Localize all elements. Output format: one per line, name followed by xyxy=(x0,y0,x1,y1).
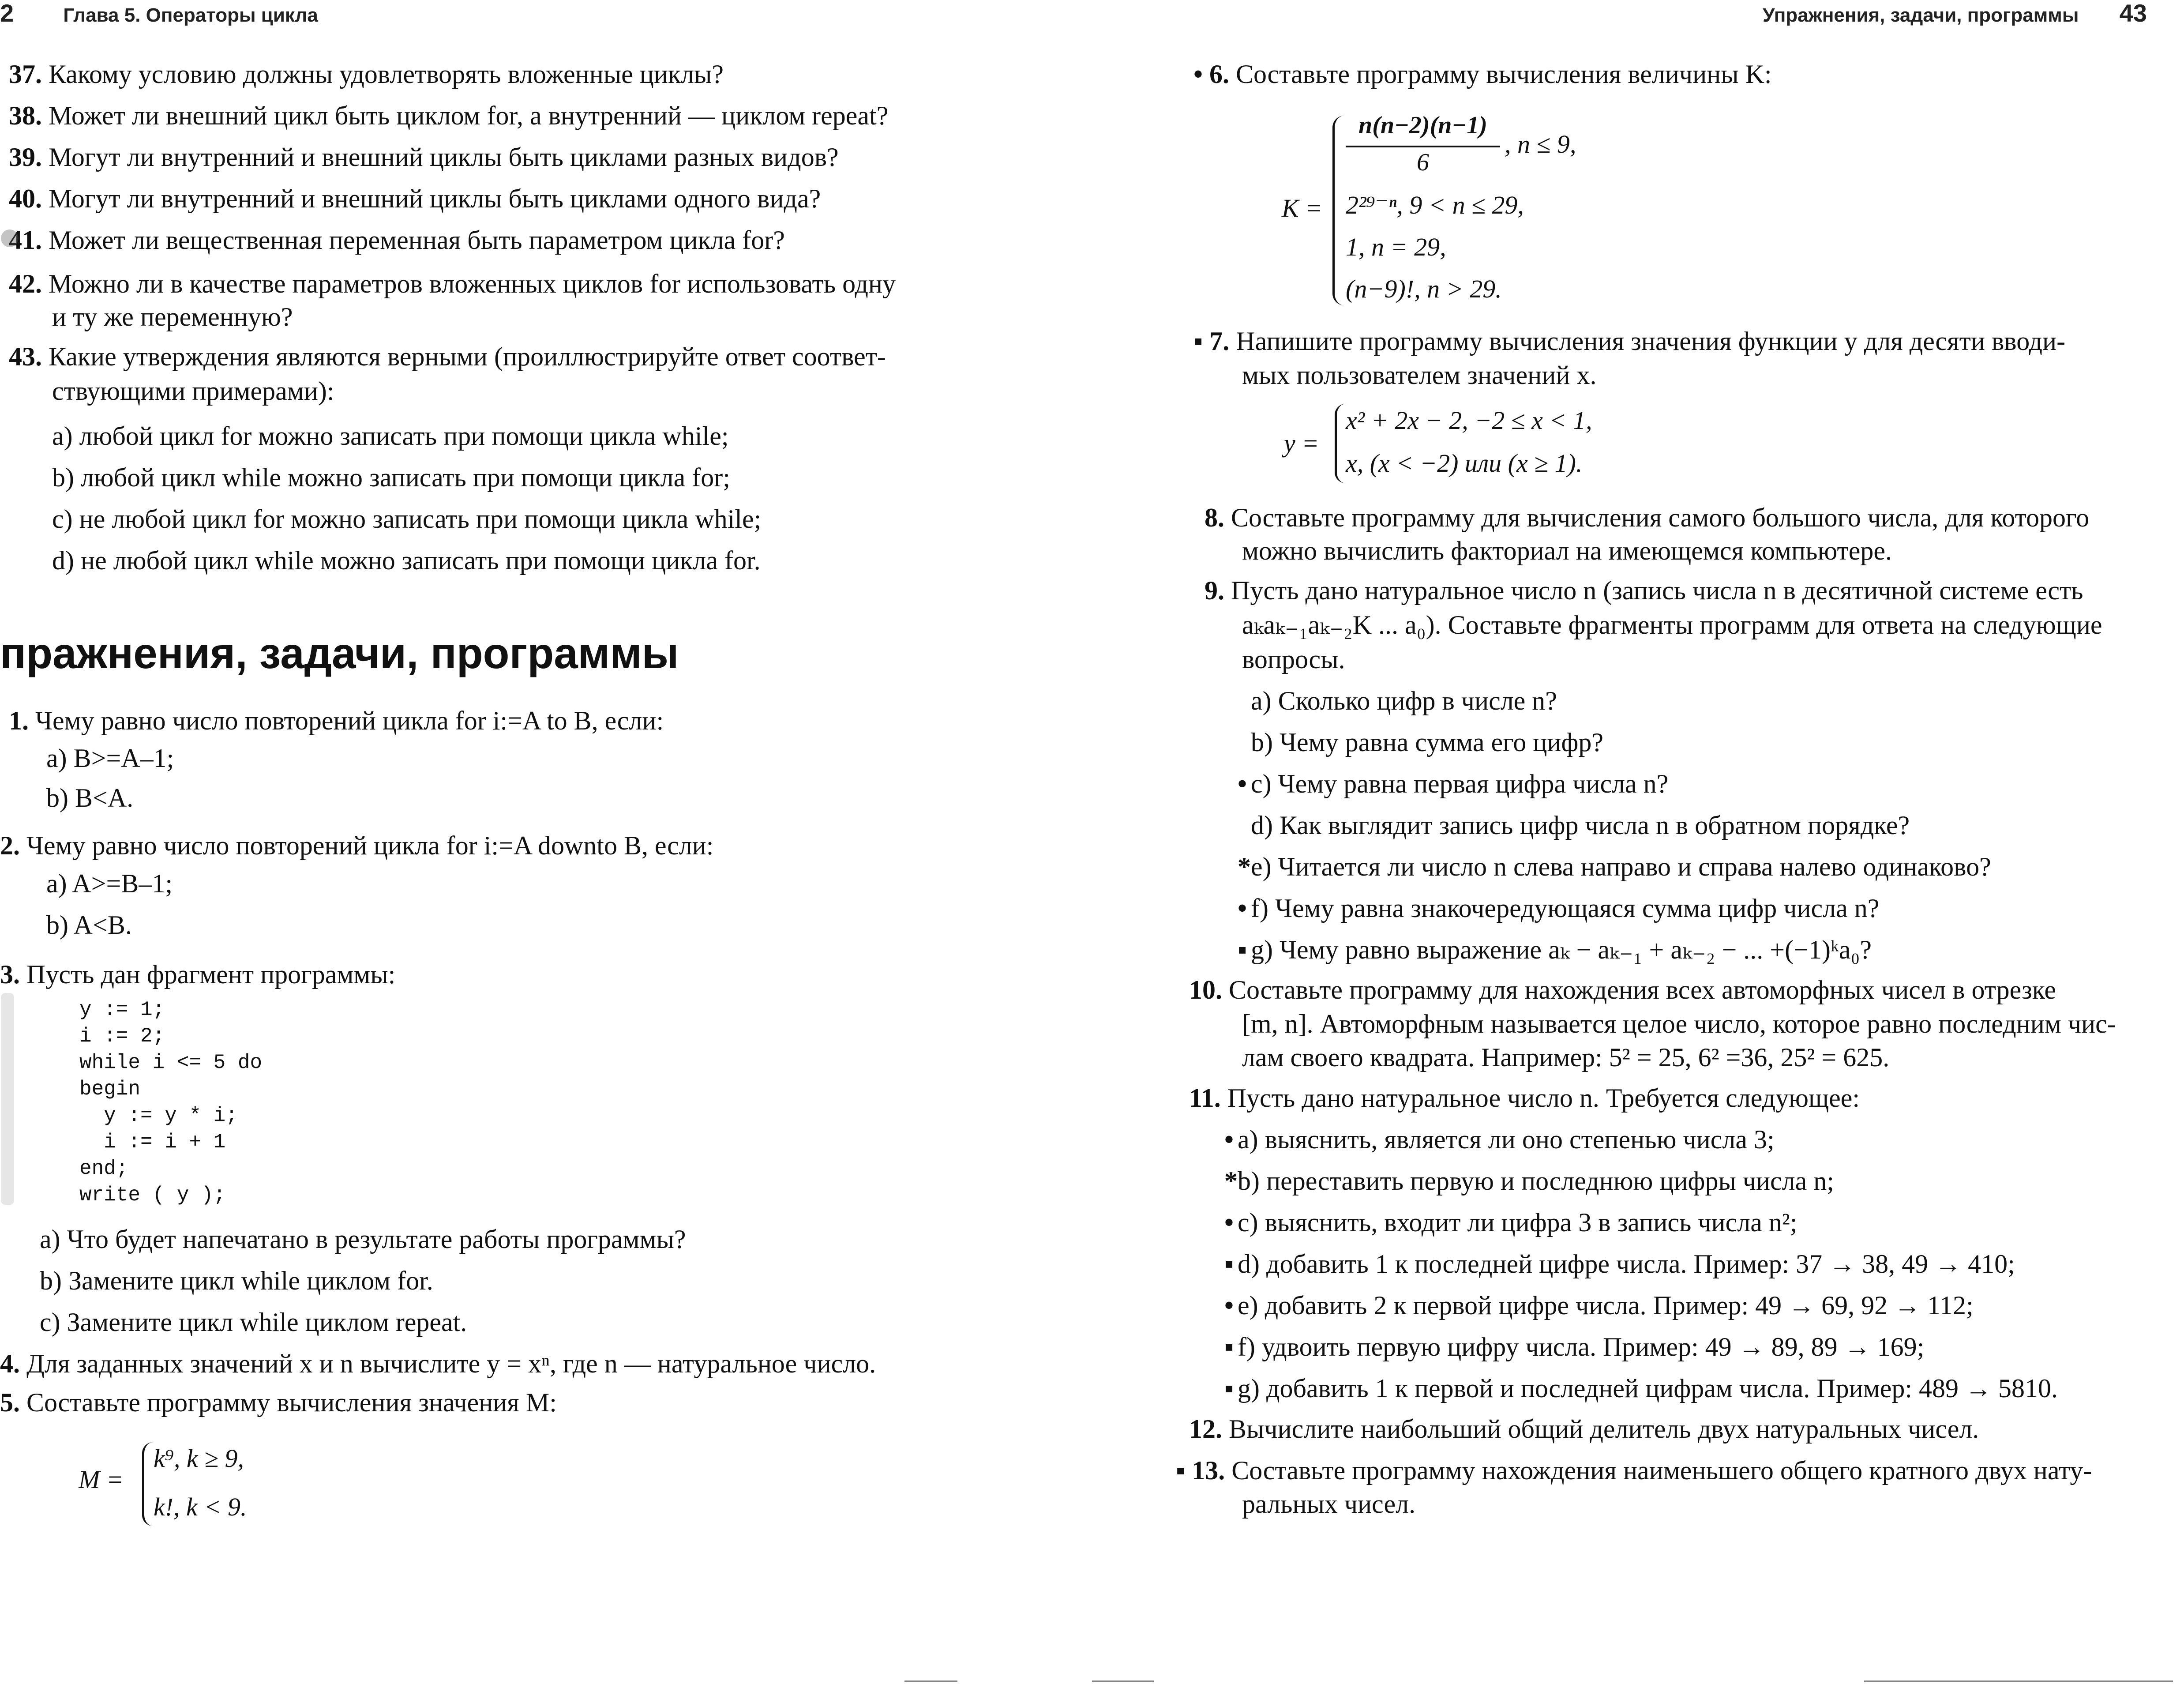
q43-option-d: d) не любой цикл while можно записать при помощи цикла for. xyxy=(52,546,761,575)
exercise-9-a: a) Сколько цифр в числе n? xyxy=(1251,686,1557,715)
exercise-1: 1. Чему равно число повторений цикла for i:=A to B, если: xyxy=(9,706,664,735)
exercise-2-a: a) A>=B–1; xyxy=(46,869,173,898)
exercise-9-b: b) Чему равна сумма его цифр? xyxy=(1251,728,1603,757)
left-running-head xyxy=(0,0,318,26)
formula-y-case-2: x, (x < −2) или (x ≥ 1). xyxy=(1346,449,1583,477)
exercise-13: ▪ 13. Составьте программу нахождения наименьшего общего кратного двух нату- xyxy=(1176,1456,2092,1485)
bottom-rule xyxy=(904,1680,957,1682)
exercise-9-cont-2: вопросы. xyxy=(1242,645,1345,674)
right-running-head xyxy=(1763,0,2147,26)
code-line-1: y := 1; xyxy=(79,998,165,1021)
formula-y-case-1: x² + 2x − 2, −2 ≤ x < 1, xyxy=(1346,406,1592,435)
bottom-rule xyxy=(1092,1680,1154,1682)
code-line-2: i := 2; xyxy=(79,1025,165,1048)
formula-m-case-2: k!, k < 9. xyxy=(154,1493,247,1521)
exercise-9-f: • f) Чему равна знакочередующаяся сумма цифр числа n? xyxy=(1238,894,1880,923)
question-40: 40. Могут ли внутренний и внешний циклы быть циклами одного вида? xyxy=(9,184,821,213)
question-42: 42. Можно ли в качестве параметров вложенных циклов for использовать одну xyxy=(9,269,896,298)
code-line-5: y := y * i; xyxy=(79,1104,238,1127)
formula-k-lhs: K = xyxy=(1282,194,1323,222)
formula-m-lhs: M = xyxy=(79,1465,124,1494)
question-43-cont: ствующими примерами): xyxy=(52,376,334,406)
formula-k-case-3: 1, n = 29, xyxy=(1346,233,1446,261)
exercise-2: 2. Чему равно число повторений цикла for i:=A downto B, если: xyxy=(0,831,714,860)
right-page-number: 43 xyxy=(2119,0,2147,27)
exercise-6: • 6. Составьте программу вычисления величины K: xyxy=(1193,60,1772,89)
formula-m-brace xyxy=(142,1442,153,1526)
formula-k-case-2: 2²⁹⁻ⁿ, 9 < n ≤ 29, xyxy=(1346,191,1524,219)
exercise-9: 9. Пусть дано натуральное число n (запись числа n в десятичной системе есть xyxy=(1205,576,2083,605)
left-page-number: 2 xyxy=(0,0,14,27)
formula-y-brace xyxy=(1335,404,1346,483)
exercise-1-b: b) B<A. xyxy=(46,783,134,812)
exercise-4: 4. Для заданных значений x и n вычислите y = xⁿ, где n — натуральное число. xyxy=(0,1349,876,1378)
exercise-12: 12. Вычислите наибольший общий делитель двух натуральных чисел. xyxy=(1189,1414,1979,1444)
exercise-11-f: ▪ f) удвоить первую цифру числа. Пример: 49 → 89, 89 → 169; xyxy=(1224,1332,1925,1361)
exercise-9-g: ▪ g) Чему равно выражение aₖ − aₖ₋₁ + aₖ₋₂ − ... +(−1)ᵏa₀? xyxy=(1238,935,1872,964)
exercise-10-cont-2: лам своего квадрата. Например: 5² = 25, 6² =36, 25² = 625. xyxy=(1242,1043,1890,1072)
formula-k-brace xyxy=(1332,116,1344,305)
exercise-9-d: d) Как выглядит запись цифр числа n в обратном порядке? xyxy=(1251,811,1910,840)
scan-smudge xyxy=(1,229,19,247)
question-42-cont: и ту же переменную? xyxy=(52,302,293,331)
exercise-11-d: ▪ d) добавить 1 к последней цифре числа. Пример: 37 → 38, 49 → 410; xyxy=(1224,1249,2015,1278)
formula-k-case-4: (n−9)!, n > 29. xyxy=(1346,274,1502,303)
question-38: 38. Может ли внешний цикл быть циклом for, а внутренний — циклом repeat? xyxy=(9,101,889,130)
q43-option-a: a) любой цикл for можно записать при помощи цикла while; xyxy=(52,421,729,451)
exercise-8: 8. Составьте программу для вычисления самого большого числа, для которого xyxy=(1205,503,2090,532)
formula-m-case-1: k⁹, k ≥ 9, xyxy=(154,1444,244,1473)
section-title: пражнения, задачи, программы xyxy=(0,629,679,677)
question-37: 37. Какому условию должны удовлетворять вложенные циклы? xyxy=(9,60,724,89)
formula-k-numerator: n(n−2)(n−1) xyxy=(1358,112,1487,139)
exercise-3: 3. Пусть дан фрагмент программы: xyxy=(0,960,396,989)
code-line-6: i := i + 1 xyxy=(79,1131,226,1154)
formula-k-fraction-line xyxy=(1346,146,1500,147)
exercise-10: 10. Составьте программу для нахождения всех автоморфных чисел в отрезке xyxy=(1189,975,2056,1004)
exercise-8-cont: можно вычислить факториал на имеющемся компьютере. xyxy=(1242,536,1892,565)
exercise-3-a: a) Что будет напечатано в результате работы программы? xyxy=(40,1225,686,1254)
question-39: 39. Могут ли внутренний и внешний циклы быть циклами разных видов? xyxy=(9,143,839,172)
exercise-3-b: b) Замените цикл while циклом for. xyxy=(40,1266,433,1295)
code-line-7: end; xyxy=(79,1157,128,1180)
formula-y-lhs: y = xyxy=(1284,429,1319,458)
q43-option-b: b) любой цикл while можно записать при помощи цикла for; xyxy=(52,463,730,492)
exercise-3-c: c) Замените цикл while циклом repeat. xyxy=(40,1308,467,1337)
code-line-3: while i <= 5 do xyxy=(79,1051,263,1074)
question-43: 43. Какие утверждения являются верными (проиллюстрируйте ответ соответ- xyxy=(9,342,886,371)
exercise-9-e: *e) Читается ли число n слева направо и справа налево одинаково? xyxy=(1238,852,1991,881)
exercise-10-cont: [m, n]. Автоморфным называется целое число, которое равно последним чис- xyxy=(1242,1009,2116,1038)
scan-smudge xyxy=(1,993,14,1205)
exercise-11-b: *b) переставить первую и последнюю цифры числа n; xyxy=(1224,1166,1834,1196)
exercise-11: 11. Пусть дано натуральное число n. Требуется следующее: xyxy=(1189,1083,1860,1113)
exercise-1-a: a) B>=A–1; xyxy=(46,744,174,773)
exercise-7: ▪ 7. Напишите программу вычисления значения функции y для десяти вводи- xyxy=(1193,327,2066,356)
exercise-11-e: • e) добавить 2 к первой цифре числа. Пример: 49 → 69, 92 → 112; xyxy=(1224,1291,1974,1320)
left-running-title: Глава 5. Операторы цикла xyxy=(63,4,318,26)
exercise-13-cont: ральных чисел. xyxy=(1242,1489,1416,1519)
right-running-title: Упражнения, задачи, программы xyxy=(1763,4,2079,26)
exercise-7-cont: мых пользователем значений x. xyxy=(1242,361,1597,390)
exercise-11-c: • c) выяснить, входит ли цифра 3 в запись числа n²; xyxy=(1224,1208,1797,1237)
exercise-9-cont: aₖaₖ₋₁aₖ₋₂K ... a₀). Составьте фрагменты программ для ответа на следующие xyxy=(1242,610,2102,639)
exercise-11-a: • a) выяснить, является ли оно степенью числа 3; xyxy=(1224,1125,1775,1154)
exercise-9-c: • c) Чему равна первая цифра числа n? xyxy=(1238,769,1669,798)
exercise-11-g: ▪ g) добавить 1 к первой и последней цифрам числа. Пример: 489 → 5810. xyxy=(1224,1374,2058,1403)
code-line-4: begin xyxy=(79,1078,141,1101)
formula-k-denominator: 6 xyxy=(1417,149,1429,176)
bottom-rule xyxy=(1864,1680,2173,1682)
exercise-5: 5. Составьте программу вычисления значения M: xyxy=(0,1388,557,1417)
question-41: 41. Может ли вещественная переменная быть параметром цикла for? xyxy=(9,226,785,255)
exercise-2-b: b) A<B. xyxy=(46,910,132,940)
right-page xyxy=(1092,0,2184,1688)
code-line-8: write ( y ); xyxy=(79,1184,226,1207)
formula-k-cond-1: , n ≤ 9, xyxy=(1505,130,1576,158)
q43-option-c: c) не любой цикл for можно записать при помощи цикла while; xyxy=(52,504,762,534)
